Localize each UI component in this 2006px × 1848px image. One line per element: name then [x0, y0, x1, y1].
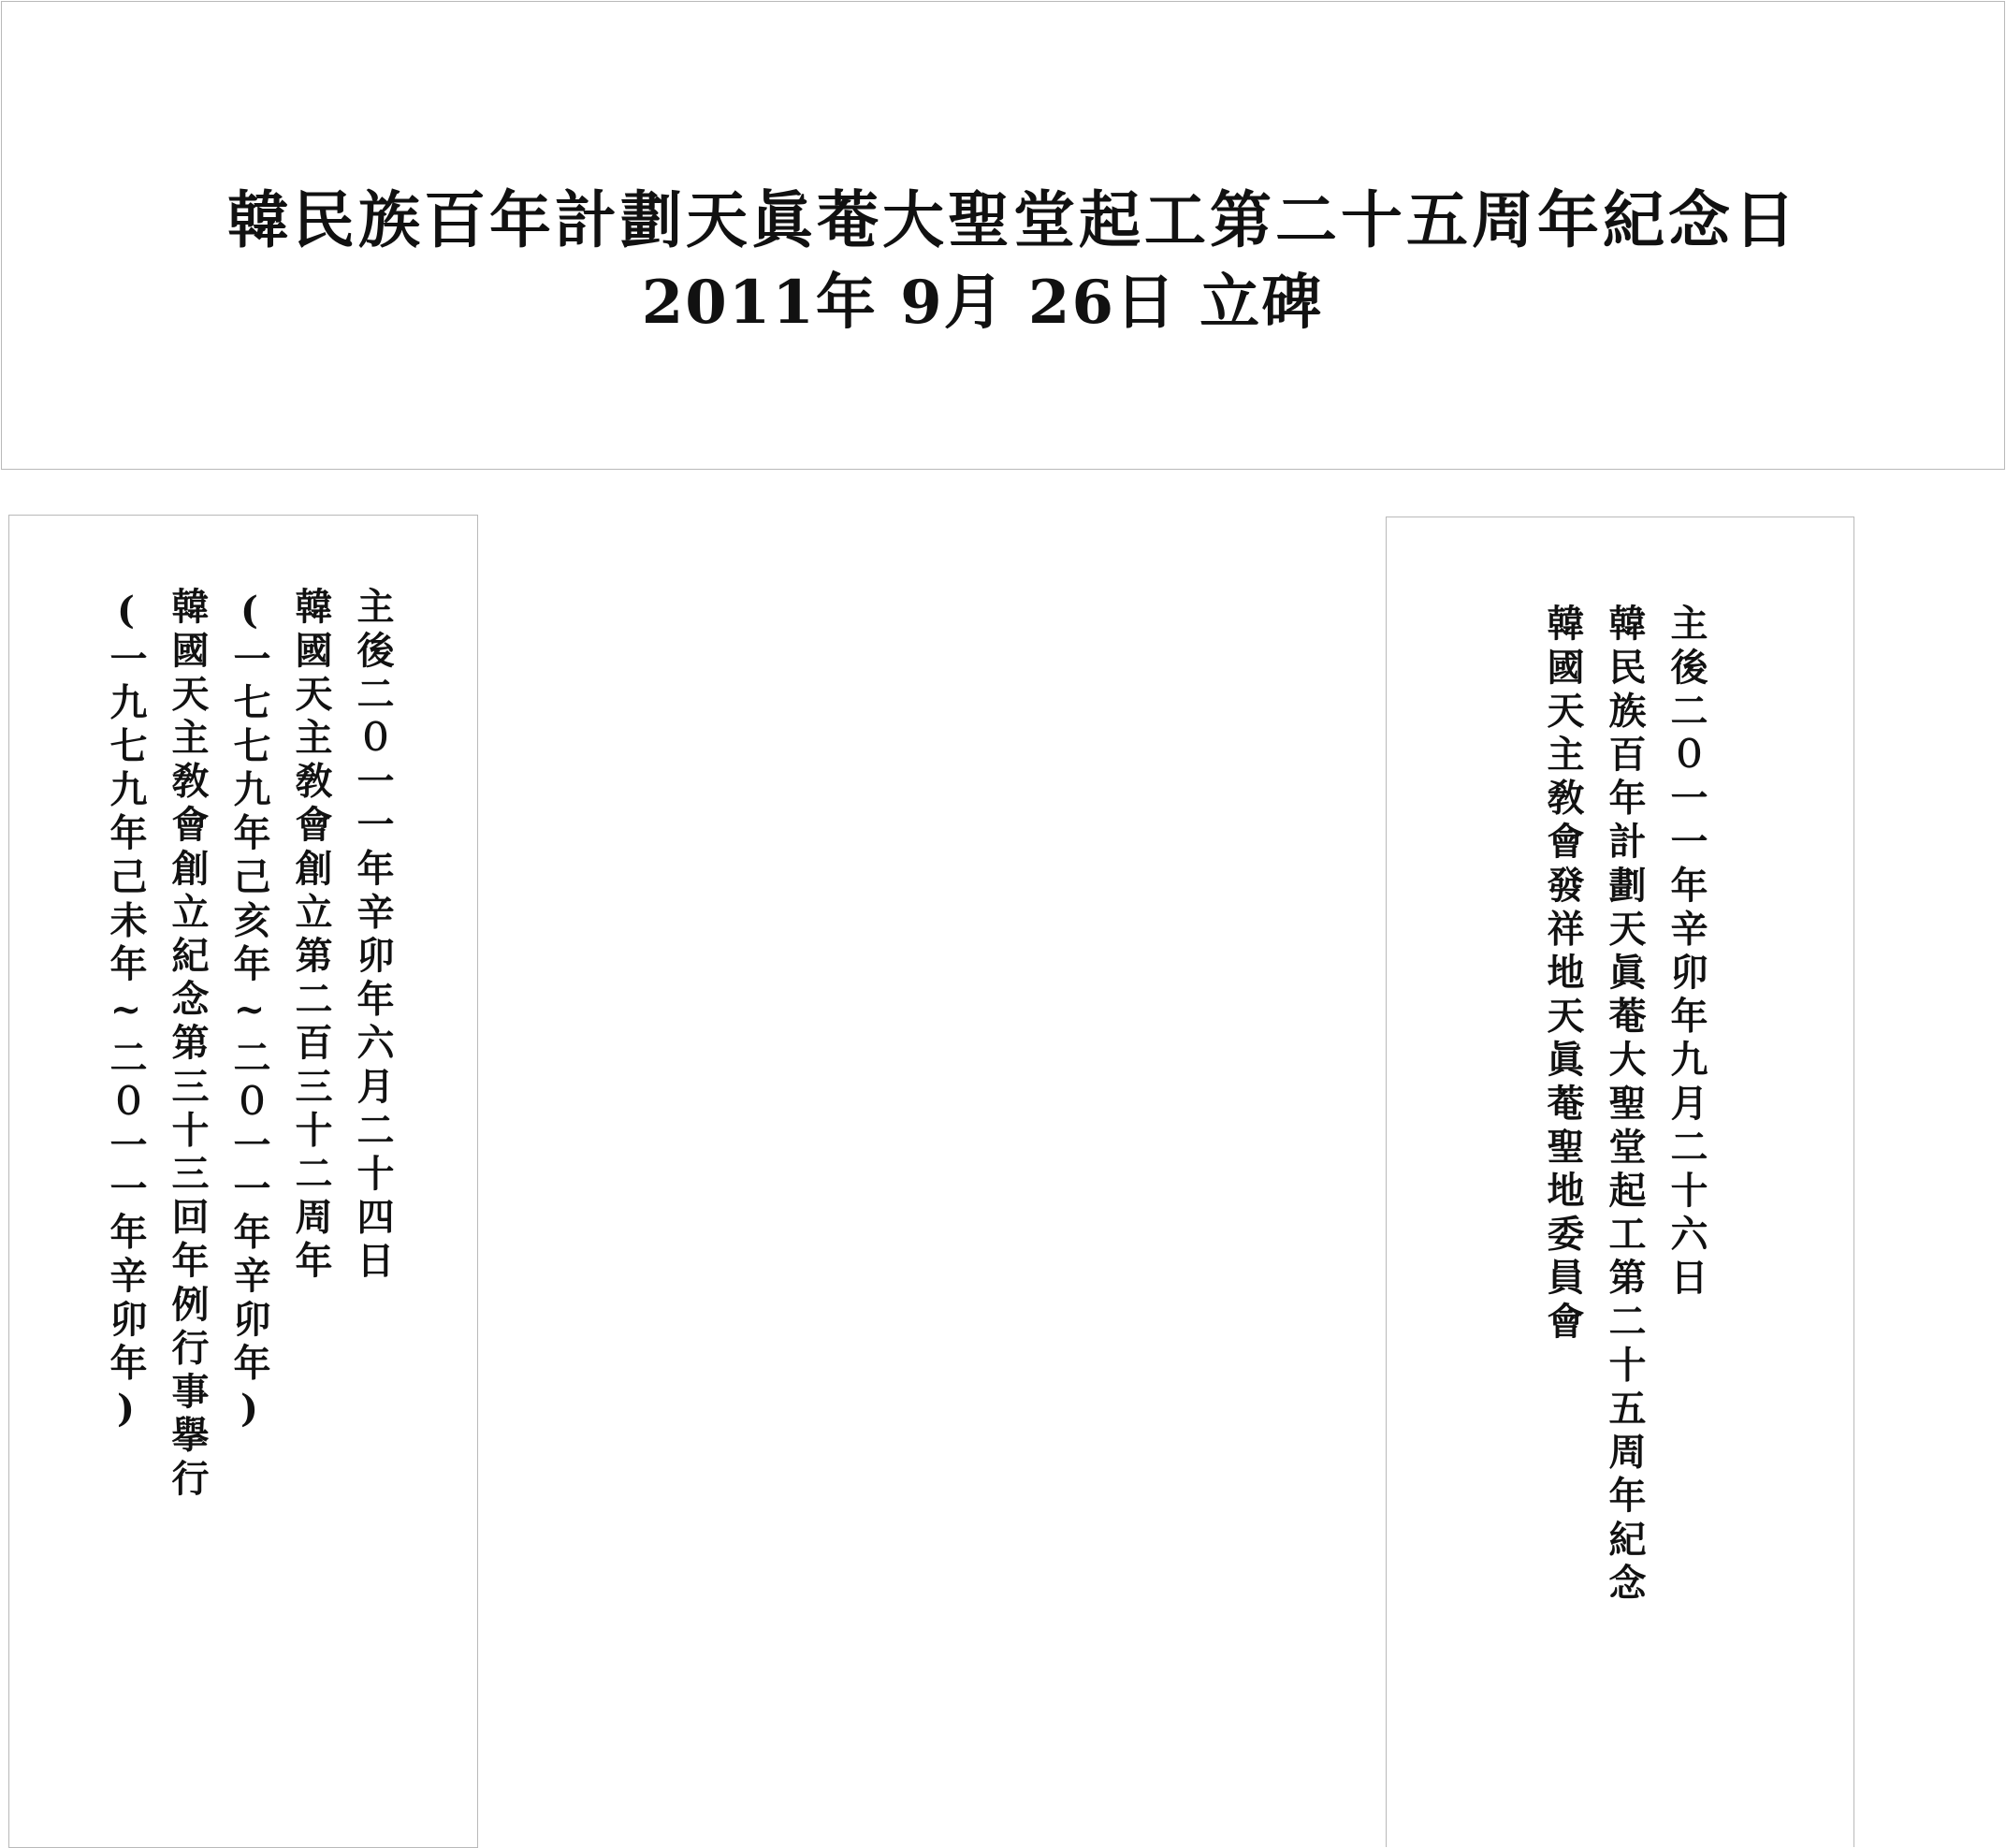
page-title: 韓民族百年計劃天眞菴大聖堂起工第二十五周年紀念日	[227, 183, 1799, 256]
left-inscription-panel	[8, 515, 478, 1848]
right-column-3: 韓國天主敎會發祥地天眞菴聖地委員會	[1541, 604, 1585, 1346]
date-line: 2011年 9月 26日 立碑	[641, 268, 1324, 338]
right-column-2: 韓民族百年計劃天眞菴大聖堂起工第二十五周年紀念	[1603, 604, 1647, 1607]
title-panel	[1, 1, 2005, 470]
left-column-2: 韓國天主敎會創立第二百三十二周年	[289, 587, 333, 1285]
left-column-5: (一九七九年己未年~二０一一年辛卯年)	[104, 589, 148, 1437]
left-column-3: (一七七九年己亥年~二０一一年辛卯年)	[227, 589, 271, 1437]
left-column-1: 主後二０一一年辛卯年六月二十四日	[351, 587, 395, 1285]
left-column-4: 韓國天主敎會創立紀念第三十三回年例行事擧行	[166, 587, 210, 1503]
right-column-1: 主後二０一一年辛卯年九月二十六日	[1664, 604, 1708, 1302]
right-inscription-panel	[1386, 517, 1854, 1847]
